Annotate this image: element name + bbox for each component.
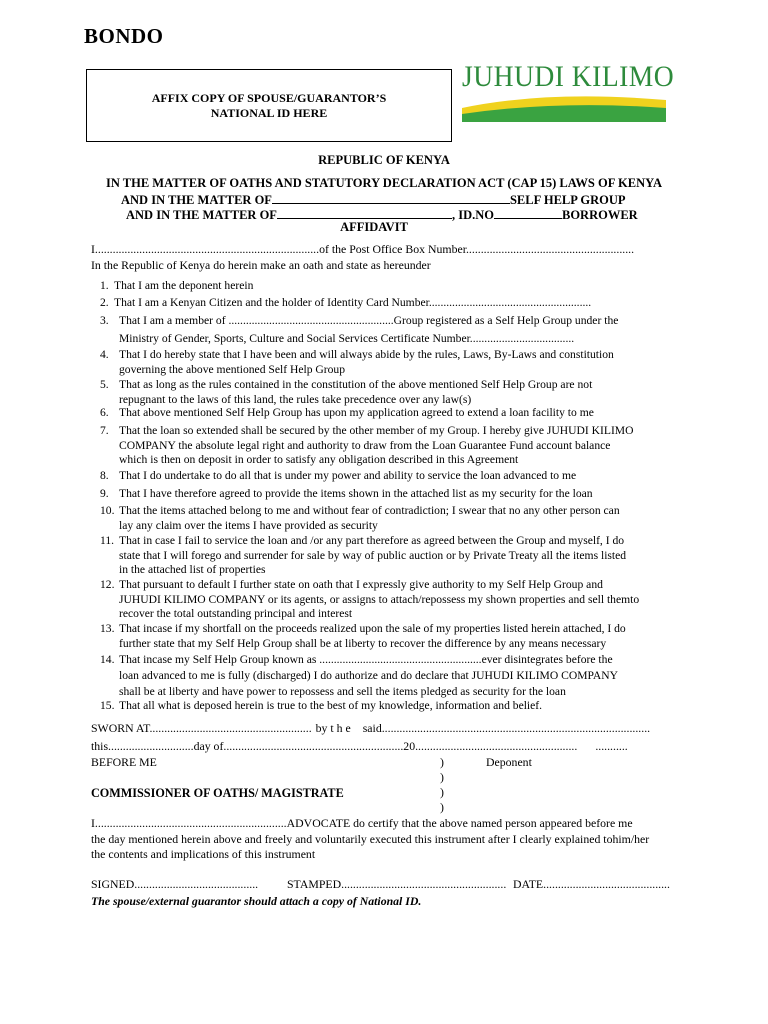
- date-field[interactable]: DATE...........................................: [513, 877, 670, 891]
- clause-number: 9.: [100, 487, 109, 500]
- clause-text-line: That all what is deposed herein is true to the best of my knowledge, information and belief.: [119, 699, 543, 712]
- clause-text-line: lay any claim over the items I have provided as security: [119, 518, 378, 532]
- matter3-label: AND IN THE MATTER OF: [126, 208, 277, 222]
- matter-heading-1: IN THE MATTER OF OATHS AND STATUTORY DECLARATION ACT (CAP 15) LAWS OF KENYA: [105, 176, 662, 190]
- clause-number: 2.: [100, 296, 109, 309]
- before-me-label: BEFORE ME: [91, 755, 157, 769]
- clause-number: 7.: [100, 424, 109, 437]
- paren-1: ): [440, 755, 444, 769]
- clause-text-line: governing the above mentioned Self Help Group: [119, 362, 346, 376]
- stamped-field[interactable]: STAMPED........................................................: [287, 877, 507, 891]
- clause-text-line: Ministry of Gender, Sports, Culture and Social Services Certificate Number....................................: [119, 332, 575, 345]
- paren-3: ): [440, 785, 444, 799]
- location-heading: BONDO: [84, 24, 164, 48]
- clause-text-line: That the loan so extended shall be secured by the other member of my Group. I hereby give JUHUDI KILIMO: [119, 424, 634, 437]
- clause-text-line: That pursuant to default I further state on oath that I expressly give authority to my Self Help Group and: [119, 578, 603, 591]
- clause-text-line: That I have therefore agreed to provide the items shown in the attached list as my security for the loan: [119, 487, 593, 500]
- extra-blank[interactable]: ...........: [595, 739, 628, 753]
- sworn-line-1: [91, 721, 650, 736]
- clause-number: 10.: [100, 504, 115, 517]
- clause-number: 15.: [100, 699, 115, 712]
- clause-number: 14.: [100, 653, 115, 666]
- clause-text-line: further state that my Self Help Group shall be at liberty to recover the difference by any means necessary: [119, 636, 607, 650]
- year-blank[interactable]: 20.......................................................: [403, 739, 578, 753]
- clause-text-line: That as long as the rules contained in the constitution of the above mentioned Self Help Group are not: [119, 378, 593, 391]
- clause-number: 5.: [100, 378, 109, 391]
- clause-number: 13.: [100, 622, 115, 635]
- intro-line-2: In the Republic of Kenya do herein make an oath and state as hereunder: [91, 258, 431, 272]
- advocate-line-2: the day mentioned herein above and freely and voluntarily executed this instrument after I clearly explained tohim/her: [91, 832, 650, 846]
- advocate-certify-text: ADVOCATE do certify that the above named person appeared before me: [286, 816, 633, 830]
- clause-text-line: in the attached list of properties: [119, 563, 266, 577]
- clause-text-line: That incase my Self Help Group known as ........................................................ever disintegrates before the: [119, 653, 613, 666]
- advocate-line-1: [91, 816, 633, 831]
- paren-2: ): [440, 770, 444, 784]
- advocate-line-3: the contents and implications of this instrument: [91, 847, 316, 861]
- matter2-suffix: SELF HELP GROUP: [509, 193, 626, 207]
- commissioner-label: COMMISSIONER OF OATHS/ MAGISTRATE: [91, 786, 344, 800]
- paren-4: ): [440, 800, 444, 814]
- clause-text-line: That I am a Kenyan Citizen and the holder of Identity Card Number........................................................: [114, 296, 592, 309]
- republic-heading: REPUBLIC OF KENYA: [318, 153, 450, 167]
- clause-text-line: which is then on deposit in order to satisfy any obligation described in this Agreement: [119, 453, 519, 467]
- deponent-label: Deponent: [486, 755, 532, 769]
- clause-text-line: JUHUDI KILIMO COMPANY or its agents, or assigns to attach/repossess my shown properties and sell themto: [119, 592, 640, 606]
- clause-text-line: repugnant to the laws of this land, the rules take precedence over any law(s): [119, 392, 472, 406]
- sworn-line-2: [91, 739, 628, 754]
- footer-note: The spouse/external guarantor should attach a copy of National ID.: [91, 894, 422, 908]
- clause-text-line: That above mentioned Self Help Group has upon my application agreed to extend a loan facility to me: [119, 406, 594, 419]
- clause-number: 3.: [100, 314, 109, 327]
- clause-number: 6.: [100, 406, 109, 419]
- advocate-name-blank[interactable]: I.................................................................: [91, 816, 287, 830]
- clause-number: 11.: [100, 534, 115, 547]
- clause-number: 8.: [100, 469, 109, 482]
- clause-text-line: recover the total outstanding principal and interest: [119, 607, 353, 621]
- clause-number: 1.: [100, 279, 109, 292]
- logo-text: JUHUDI KILIMO: [462, 60, 675, 93]
- id-no-label: , ID.NO: [451, 208, 494, 222]
- affidavit-title: AFFIDAVIT: [340, 220, 408, 234]
- clause-text-line: That I am a member of .........................................................Group registered as a Self Help Group under the: [119, 314, 619, 327]
- clause-text-line: That incase if my shortfall on the proceeds realized upon the sale of my properties listed herein attached, I do: [119, 622, 626, 635]
- borrower-label: BORROWER: [561, 208, 638, 222]
- clause-text-line: That in case I fail to service the loan and /or any part therefore as agreed between the Group and myself, I do: [119, 534, 625, 547]
- clause-text-line: That the items attached belong to me and without fear of contradiction; I swear that no any other person can: [119, 504, 620, 517]
- po-box-text: of the Post Office Box Number.........................................................: [319, 242, 635, 256]
- clause-text-line: That I do hereby state that I have been and will always abide by the rules, Laws, By-Laws and constitution: [119, 348, 614, 361]
- sworn-by-text: by t h e: [315, 721, 351, 735]
- matter2-label: AND IN THE MATTER OF: [121, 193, 272, 207]
- clause-text-line: That I am the deponent herein: [114, 279, 254, 292]
- sworn-at-blank[interactable]: SWORN AT.......................................................: [91, 721, 312, 735]
- said-blank[interactable]: said...........................................................................................: [362, 721, 651, 735]
- day-blank[interactable]: this.............................: [91, 739, 194, 753]
- clause-number: 4.: [100, 348, 109, 361]
- affix-line-2: NATIONAL ID HERE: [210, 105, 328, 120]
- clause-text-line: loan advanced to me is fully (discharged) I do authorize and do declare that JUHUDI KILIMO COMPANY: [119, 669, 619, 682]
- clause-text-line: state that I will forego and surrender for sale by way of public auction or by Private Treaty all the items listed: [119, 548, 627, 562]
- clause-number: 12.: [100, 578, 115, 591]
- clause-text-line: COMPANY the absolute legal right and authority to draw from the Loan Guarantee Fund account balance: [119, 438, 611, 452]
- affix-line-1: AFFIX COPY OF SPOUSE/GUARANTOR’S: [151, 90, 387, 105]
- clause-text-line: shall be at liberty and have power to repossess and sell the items pledged as security for the loan: [119, 685, 566, 698]
- month-blank[interactable]: day of.............................................................: [193, 739, 404, 753]
- clause-text-line: That I do undertake to do all that is under my power and ability to service the loan advanced to me: [119, 469, 577, 482]
- deponent-name-blank[interactable]: I............................................................................: [91, 242, 320, 256]
- signed-field[interactable]: SIGNED..........................................: [91, 877, 259, 891]
